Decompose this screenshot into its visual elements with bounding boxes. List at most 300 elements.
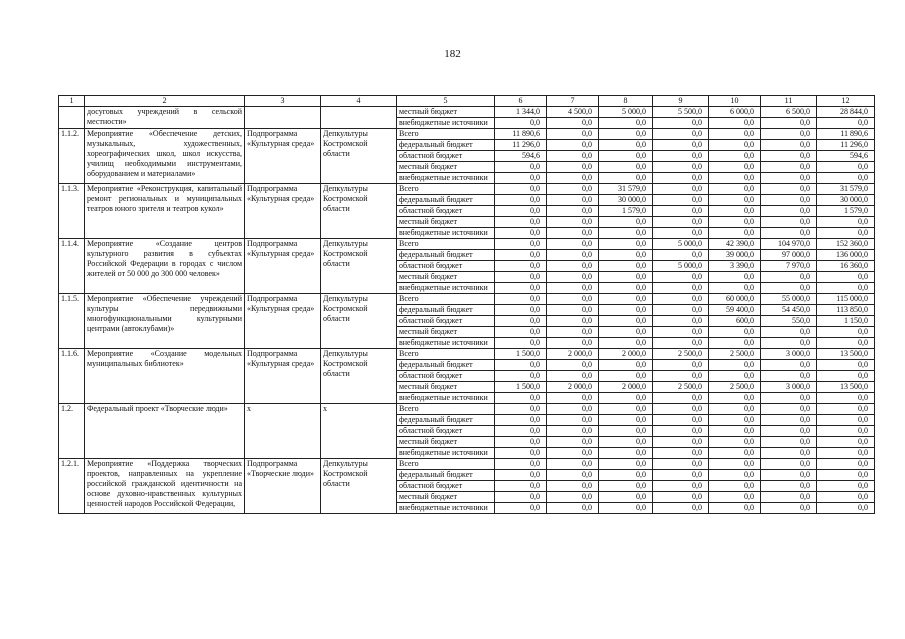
amount-cell: 0,0	[599, 239, 653, 250]
amount-cell: 0,0	[817, 448, 875, 459]
amount-cell: 1 579,0	[817, 206, 875, 217]
table-row	[59, 404, 875, 415]
amount-cell: 0,0	[709, 437, 761, 448]
amount-cell: 0,0	[599, 140, 653, 151]
funding-source: внебюджетные источники	[397, 448, 495, 459]
subprogram	[245, 107, 321, 129]
amount-cell: 0,0	[653, 492, 709, 503]
amount-cell: 0,0	[599, 162, 653, 173]
amount-cell: 0,0	[547, 470, 599, 481]
header-cell: 4	[321, 96, 397, 107]
amount-cell: 2 000,0	[599, 349, 653, 360]
amount-cell: 0,0	[653, 338, 709, 349]
amount-cell: 0,0	[653, 503, 709, 514]
amount-cell: 0,0	[599, 316, 653, 327]
amount-cell: 0,0	[495, 294, 547, 305]
amount-cell: 0,0	[495, 371, 547, 382]
amount-cell: 30 000,0	[817, 195, 875, 206]
amount-cell: 0,0	[761, 492, 817, 503]
amount-cell: 0,0	[817, 415, 875, 426]
amount-cell: 0,0	[709, 470, 761, 481]
item-name: Федеральный проект «Творческие люди»	[85, 404, 245, 459]
funding-source: федеральный бюджет	[397, 195, 495, 206]
amount-cell: 0,0	[761, 426, 817, 437]
amount-cell: 0,0	[547, 162, 599, 173]
amount-cell: 0,0	[709, 162, 761, 173]
amount-cell: 136 000,0	[817, 250, 875, 261]
amount-cell: 0,0	[495, 217, 547, 228]
funding-source: федеральный бюджет	[397, 250, 495, 261]
amount-cell: 0,0	[817, 217, 875, 228]
amount-cell: 0,0	[653, 206, 709, 217]
amount-cell: 0,0	[495, 316, 547, 327]
amount-cell: 0,0	[761, 173, 817, 184]
amount-cell: 0,0	[599, 250, 653, 261]
executor: Депкультуры Костромской области	[321, 459, 397, 514]
amount-cell: 0,0	[817, 481, 875, 492]
amount-cell: 0,0	[547, 437, 599, 448]
item-name: Мероприятие «Создание центров культурного развития в субъектах Российской Федерации в городах с числом жителей от 50 000 до 300 000 человек»	[85, 239, 245, 294]
subprogram: Подпрограмма «Культурная среда»	[245, 129, 321, 184]
amount-cell: 0,0	[761, 162, 817, 173]
amount-cell: 2 000,0	[547, 349, 599, 360]
amount-cell: 0,0	[547, 492, 599, 503]
amount-cell: 0,0	[653, 118, 709, 129]
item-code: 1.1.4.	[59, 239, 85, 294]
amount-cell: 0,0	[761, 217, 817, 228]
amount-cell: 0,0	[547, 195, 599, 206]
amount-cell: 0,0	[495, 415, 547, 426]
amount-cell: 0,0	[709, 184, 761, 195]
amount-cell: 0,0	[761, 360, 817, 371]
amount-cell: 550,0	[761, 316, 817, 327]
amount-cell: 0,0	[495, 184, 547, 195]
funding-source: местный бюджет	[397, 327, 495, 338]
amount-cell: 0,0	[599, 261, 653, 272]
amount-cell: 0,0	[761, 140, 817, 151]
amount-cell: 0,0	[547, 448, 599, 459]
amount-cell: 5 500,0	[653, 107, 709, 118]
amount-cell: 115 000,0	[817, 294, 875, 305]
amount-cell: 0,0	[653, 162, 709, 173]
amount-cell: 0,0	[547, 217, 599, 228]
amount-cell: 1 150,0	[817, 316, 875, 327]
funding-source: местный бюджет	[397, 162, 495, 173]
header-cell: 7	[547, 96, 599, 107]
header-cell: 6	[495, 96, 547, 107]
amount-cell: 0,0	[761, 393, 817, 404]
amount-cell: 0,0	[709, 338, 761, 349]
amount-cell: 0,0	[599, 305, 653, 316]
amount-cell: 0,0	[495, 305, 547, 316]
funding-source: внебюджетные источники	[397, 228, 495, 239]
amount-cell: 0,0	[709, 448, 761, 459]
amount-cell: 594,6	[495, 151, 547, 162]
item-name: Мероприятие «Обеспечение учреждений культуры передвижными многофункциональными культурными центрами (автоклубами)»	[85, 294, 245, 349]
amount-cell: 0,0	[817, 173, 875, 184]
amount-cell: 5 000,0	[599, 107, 653, 118]
amount-cell: 0,0	[653, 272, 709, 283]
amount-cell: 0,0	[709, 140, 761, 151]
amount-cell: 0,0	[547, 481, 599, 492]
executor: Депкультуры Костромской области	[321, 294, 397, 349]
funding-source: внебюджетные источники	[397, 393, 495, 404]
amount-cell: 0,0	[599, 217, 653, 228]
funding-source: местный бюджет	[397, 217, 495, 228]
amount-cell: 0,0	[547, 459, 599, 470]
amount-cell: 0,0	[495, 481, 547, 492]
amount-cell: 0,0	[495, 118, 547, 129]
amount-cell: 0,0	[761, 470, 817, 481]
item-code: 1.1.3.	[59, 184, 85, 239]
amount-cell: 0,0	[547, 338, 599, 349]
amount-cell: 0,0	[599, 393, 653, 404]
header-cell: 5	[397, 96, 495, 107]
funding-source: областной бюджет	[397, 206, 495, 217]
funding-source: внебюджетные источники	[397, 118, 495, 129]
amount-cell: 0,0	[817, 503, 875, 514]
funding-source: внебюджетные источники	[397, 503, 495, 514]
amount-cell: 0,0	[547, 184, 599, 195]
amount-cell: 0,0	[653, 305, 709, 316]
amount-cell: 0,0	[599, 338, 653, 349]
amount-cell: 0,0	[817, 272, 875, 283]
amount-cell: 0,0	[547, 305, 599, 316]
amount-cell: 113 850,0	[817, 305, 875, 316]
amount-cell: 0,0	[599, 437, 653, 448]
amount-cell: 0,0	[761, 195, 817, 206]
amount-cell: 0,0	[547, 503, 599, 514]
item-code: 1.2.1.	[59, 459, 85, 514]
funding-source: областной бюджет	[397, 426, 495, 437]
executor: Депкультуры Костромской области	[321, 349, 397, 404]
amount-cell: 0,0	[761, 327, 817, 338]
amount-cell: 0,0	[709, 217, 761, 228]
amount-cell: 0,0	[547, 250, 599, 261]
amount-cell: 0,0	[599, 426, 653, 437]
amount-cell: 0,0	[547, 415, 599, 426]
amount-cell: 0,0	[599, 129, 653, 140]
amount-cell: 6 500,0	[761, 107, 817, 118]
amount-cell: 0,0	[761, 129, 817, 140]
funding-source: местный бюджет	[397, 437, 495, 448]
amount-cell: 0,0	[599, 503, 653, 514]
amount-cell: 0,0	[653, 426, 709, 437]
funding-source: федеральный бюджет	[397, 415, 495, 426]
amount-cell: 0,0	[709, 327, 761, 338]
amount-cell: 0,0	[653, 404, 709, 415]
amount-cell: 0,0	[599, 371, 653, 382]
amount-cell: 0,0	[761, 404, 817, 415]
amount-cell: 0,0	[653, 173, 709, 184]
amount-cell: 0,0	[761, 459, 817, 470]
item-code: 1.1.6.	[59, 349, 85, 404]
amount-cell: 28 844,0	[817, 107, 875, 118]
amount-cell: 0,0	[653, 448, 709, 459]
subprogram: х	[245, 404, 321, 459]
amount-cell: 11 296,0	[817, 140, 875, 151]
item-code: 1.1.2.	[59, 129, 85, 184]
amount-cell: 0,0	[495, 437, 547, 448]
amount-cell: 0,0	[653, 327, 709, 338]
amount-cell: 152 360,0	[817, 239, 875, 250]
amount-cell: 0,0	[653, 129, 709, 140]
amount-cell: 0,0	[599, 448, 653, 459]
amount-cell: 0,0	[817, 459, 875, 470]
amount-cell: 0,0	[761, 481, 817, 492]
amount-cell: 0,0	[709, 195, 761, 206]
funding-source: внебюджетные источники	[397, 338, 495, 349]
amount-cell: 0,0	[817, 283, 875, 294]
amount-cell: 11 890,6	[817, 129, 875, 140]
amount-cell: 0,0	[599, 404, 653, 415]
amount-cell: 0,0	[495, 404, 547, 415]
amount-cell: 11 890,6	[495, 129, 547, 140]
amount-cell: 0,0	[653, 195, 709, 206]
amount-cell: 0,0	[709, 415, 761, 426]
amount-cell: 0,0	[761, 503, 817, 514]
amount-cell: 0,0	[653, 250, 709, 261]
amount-cell: 0,0	[709, 492, 761, 503]
amount-cell: 0,0	[709, 129, 761, 140]
amount-cell: 0,0	[599, 415, 653, 426]
amount-cell: 0,0	[817, 371, 875, 382]
amount-cell: 0,0	[547, 316, 599, 327]
amount-cell: 54 450,0	[761, 305, 817, 316]
amount-cell: 0,0	[709, 206, 761, 217]
amount-cell: 0,0	[817, 437, 875, 448]
executor: Депкультуры Костромской области	[321, 239, 397, 294]
amount-cell: 0,0	[495, 272, 547, 283]
amount-cell: 0,0	[653, 481, 709, 492]
amount-cell: 0,0	[547, 272, 599, 283]
amount-cell: 0,0	[495, 250, 547, 261]
amount-cell: 0,0	[495, 327, 547, 338]
header-cell: 9	[653, 96, 709, 107]
amount-cell: 0,0	[495, 338, 547, 349]
amount-cell: 0,0	[653, 360, 709, 371]
subprogram: Подпрограмма «Культурная среда»	[245, 239, 321, 294]
header-row	[59, 96, 875, 107]
amount-cell: 2 500,0	[653, 382, 709, 393]
amount-cell: 0,0	[547, 173, 599, 184]
amount-cell: 0,0	[653, 283, 709, 294]
amount-cell: 4 500,0	[547, 107, 599, 118]
amount-cell: 0,0	[495, 228, 547, 239]
amount-cell: 0,0	[653, 393, 709, 404]
funding-source: Всего	[397, 404, 495, 415]
amount-cell: 0,0	[817, 360, 875, 371]
amount-cell: 104 970,0	[761, 239, 817, 250]
amount-cell: 0,0	[547, 206, 599, 217]
header-cell: 11	[761, 96, 817, 107]
funding-source: областной бюджет	[397, 151, 495, 162]
amount-cell: 0,0	[495, 503, 547, 514]
amount-cell: 0,0	[599, 173, 653, 184]
amount-cell: 0,0	[761, 118, 817, 129]
item-name: досуговых учреждений в сельской местности»	[85, 107, 245, 129]
header-cell: 10	[709, 96, 761, 107]
amount-cell: 0,0	[547, 151, 599, 162]
funding-source: местный бюджет	[397, 107, 495, 118]
header-cell: 3	[245, 96, 321, 107]
amount-cell: 0,0	[547, 261, 599, 272]
subprogram: Подпрограмма «Культурная среда»	[245, 294, 321, 349]
funding-source: федеральный бюджет	[397, 140, 495, 151]
amount-cell: 6 000,0	[709, 107, 761, 118]
amount-cell: 0,0	[547, 140, 599, 151]
amount-cell: 0,0	[547, 228, 599, 239]
amount-cell: 0,0	[495, 393, 547, 404]
table-row	[59, 294, 875, 305]
amount-cell: 0,0	[495, 360, 547, 371]
amount-cell: 0,0	[709, 404, 761, 415]
item-name: Мероприятие «Реконструкция, капитальный ремонт региональных и муниципальных театров юного зрителя и театров кукол»	[85, 184, 245, 239]
amount-cell: 0,0	[547, 360, 599, 371]
amount-cell: 5 000,0	[653, 261, 709, 272]
amount-cell: 0,0	[653, 316, 709, 327]
amount-cell: 0,0	[709, 360, 761, 371]
amount-cell: 0,0	[761, 437, 817, 448]
amount-cell: 0,0	[495, 459, 547, 470]
amount-cell: 0,0	[709, 118, 761, 129]
amount-cell: 0,0	[653, 140, 709, 151]
funding-source: Всего	[397, 349, 495, 360]
item-name: Мероприятие «Создание модельных муниципальных библиотек»	[85, 349, 245, 404]
amount-cell: 1 579,0	[599, 206, 653, 217]
item-code	[59, 107, 85, 129]
amount-cell: 0,0	[653, 437, 709, 448]
amount-cell: 0,0	[653, 184, 709, 195]
table-row	[59, 459, 875, 470]
amount-cell: 0,0	[653, 470, 709, 481]
funding-source: Всего	[397, 459, 495, 470]
amount-cell: 11 296,0	[495, 140, 547, 151]
amount-cell: 0,0	[599, 151, 653, 162]
funding-source: внебюджетные источники	[397, 283, 495, 294]
amount-cell: 0,0	[599, 327, 653, 338]
amount-cell: 0,0	[495, 261, 547, 272]
amount-cell: 2 500,0	[709, 382, 761, 393]
amount-cell: 0,0	[495, 173, 547, 184]
funding-source: местный бюджет	[397, 382, 495, 393]
amount-cell: 0,0	[547, 371, 599, 382]
table-row	[59, 349, 875, 360]
budget-table	[58, 95, 875, 514]
amount-cell: 600,0	[709, 316, 761, 327]
subprogram: Подпрограмма «Творческие люди»	[245, 459, 321, 514]
executor: Депкультуры Костромской области	[321, 129, 397, 184]
executor: х	[321, 404, 397, 459]
amount-cell: 2 000,0	[599, 382, 653, 393]
amount-cell: 0,0	[817, 162, 875, 173]
amount-cell: 1 500,0	[495, 382, 547, 393]
amount-cell: 0,0	[709, 173, 761, 184]
amount-cell: 3 390,0	[709, 261, 761, 272]
amount-cell: 0,0	[495, 283, 547, 294]
amount-cell: 0,0	[495, 162, 547, 173]
amount-cell: 0,0	[653, 459, 709, 470]
amount-cell: 0,0	[495, 195, 547, 206]
amount-cell: 0,0	[547, 404, 599, 415]
amount-cell: 0,0	[599, 360, 653, 371]
executor: Депкультуры Костромской области	[321, 184, 397, 239]
amount-cell: 0,0	[653, 151, 709, 162]
funding-source: областной бюджет	[397, 481, 495, 492]
item-name: Мероприятие «Поддержка творческих проектов, направленных на укрепление российской гражданской идентичности на основе духовно-нравственных культурных ценностей народов Российской Федерации,	[85, 459, 245, 514]
amount-cell: 31 579,0	[599, 184, 653, 195]
amount-cell: 0,0	[599, 118, 653, 129]
executor	[321, 107, 397, 129]
amount-cell: 0,0	[599, 294, 653, 305]
funding-source: областной бюджет	[397, 316, 495, 327]
amount-cell: 3 000,0	[761, 382, 817, 393]
amount-cell: 0,0	[547, 118, 599, 129]
funding-source: федеральный бюджет	[397, 470, 495, 481]
amount-cell: 7 970,0	[761, 261, 817, 272]
amount-cell: 0,0	[653, 217, 709, 228]
header-cell: 2	[85, 96, 245, 107]
amount-cell: 0,0	[547, 294, 599, 305]
amount-cell: 2 000,0	[547, 382, 599, 393]
amount-cell: 0,0	[761, 228, 817, 239]
amount-cell: 0,0	[653, 294, 709, 305]
amount-cell: 0,0	[599, 459, 653, 470]
amount-cell: 16 360,0	[817, 261, 875, 272]
amount-cell: 0,0	[761, 283, 817, 294]
amount-cell: 0,0	[761, 448, 817, 459]
funding-source: федеральный бюджет	[397, 360, 495, 371]
item-name: Мероприятие «Обеспечение детских, музыкальных, художественных, хореографических школ, школ искусства, училищ необходимыми инструментами, оборудованием и материалами»	[85, 129, 245, 184]
amount-cell: 0,0	[817, 426, 875, 437]
amount-cell: 0,0	[599, 481, 653, 492]
amount-cell: 0,0	[599, 228, 653, 239]
amount-cell: 0,0	[817, 393, 875, 404]
amount-cell: 0,0	[653, 415, 709, 426]
amount-cell: 0,0	[495, 448, 547, 459]
subprogram: Подпрограмма «Культурная среда»	[245, 349, 321, 404]
amount-cell: 0,0	[817, 404, 875, 415]
amount-cell: 0,0	[817, 118, 875, 129]
amount-cell: 0,0	[495, 492, 547, 503]
funding-source: местный бюджет	[397, 272, 495, 283]
amount-cell: 0,0	[709, 503, 761, 514]
amount-cell: 0,0	[599, 492, 653, 503]
amount-cell: 0,0	[653, 371, 709, 382]
amount-cell: 0,0	[495, 239, 547, 250]
amount-cell: 0,0	[761, 184, 817, 195]
amount-cell: 60 000,0	[709, 294, 761, 305]
amount-cell: 0,0	[709, 228, 761, 239]
funding-source: Всего	[397, 184, 495, 195]
table-row	[59, 239, 875, 250]
amount-cell: 3 000,0	[761, 349, 817, 360]
amount-cell: 0,0	[709, 426, 761, 437]
budget-table-body	[59, 96, 875, 514]
amount-cell: 0,0	[761, 415, 817, 426]
funding-source: внебюджетные источники	[397, 173, 495, 184]
amount-cell: 0,0	[817, 338, 875, 349]
funding-source: Всего	[397, 129, 495, 140]
amount-cell: 0,0	[599, 470, 653, 481]
amount-cell: 13 500,0	[817, 349, 875, 360]
amount-cell: 42 390,0	[709, 239, 761, 250]
amount-cell: 5 000,0	[653, 239, 709, 250]
funding-source: Всего	[397, 239, 495, 250]
amount-cell: 0,0	[761, 206, 817, 217]
funding-source: областной бюджет	[397, 371, 495, 382]
amount-cell: 30 000,0	[599, 195, 653, 206]
